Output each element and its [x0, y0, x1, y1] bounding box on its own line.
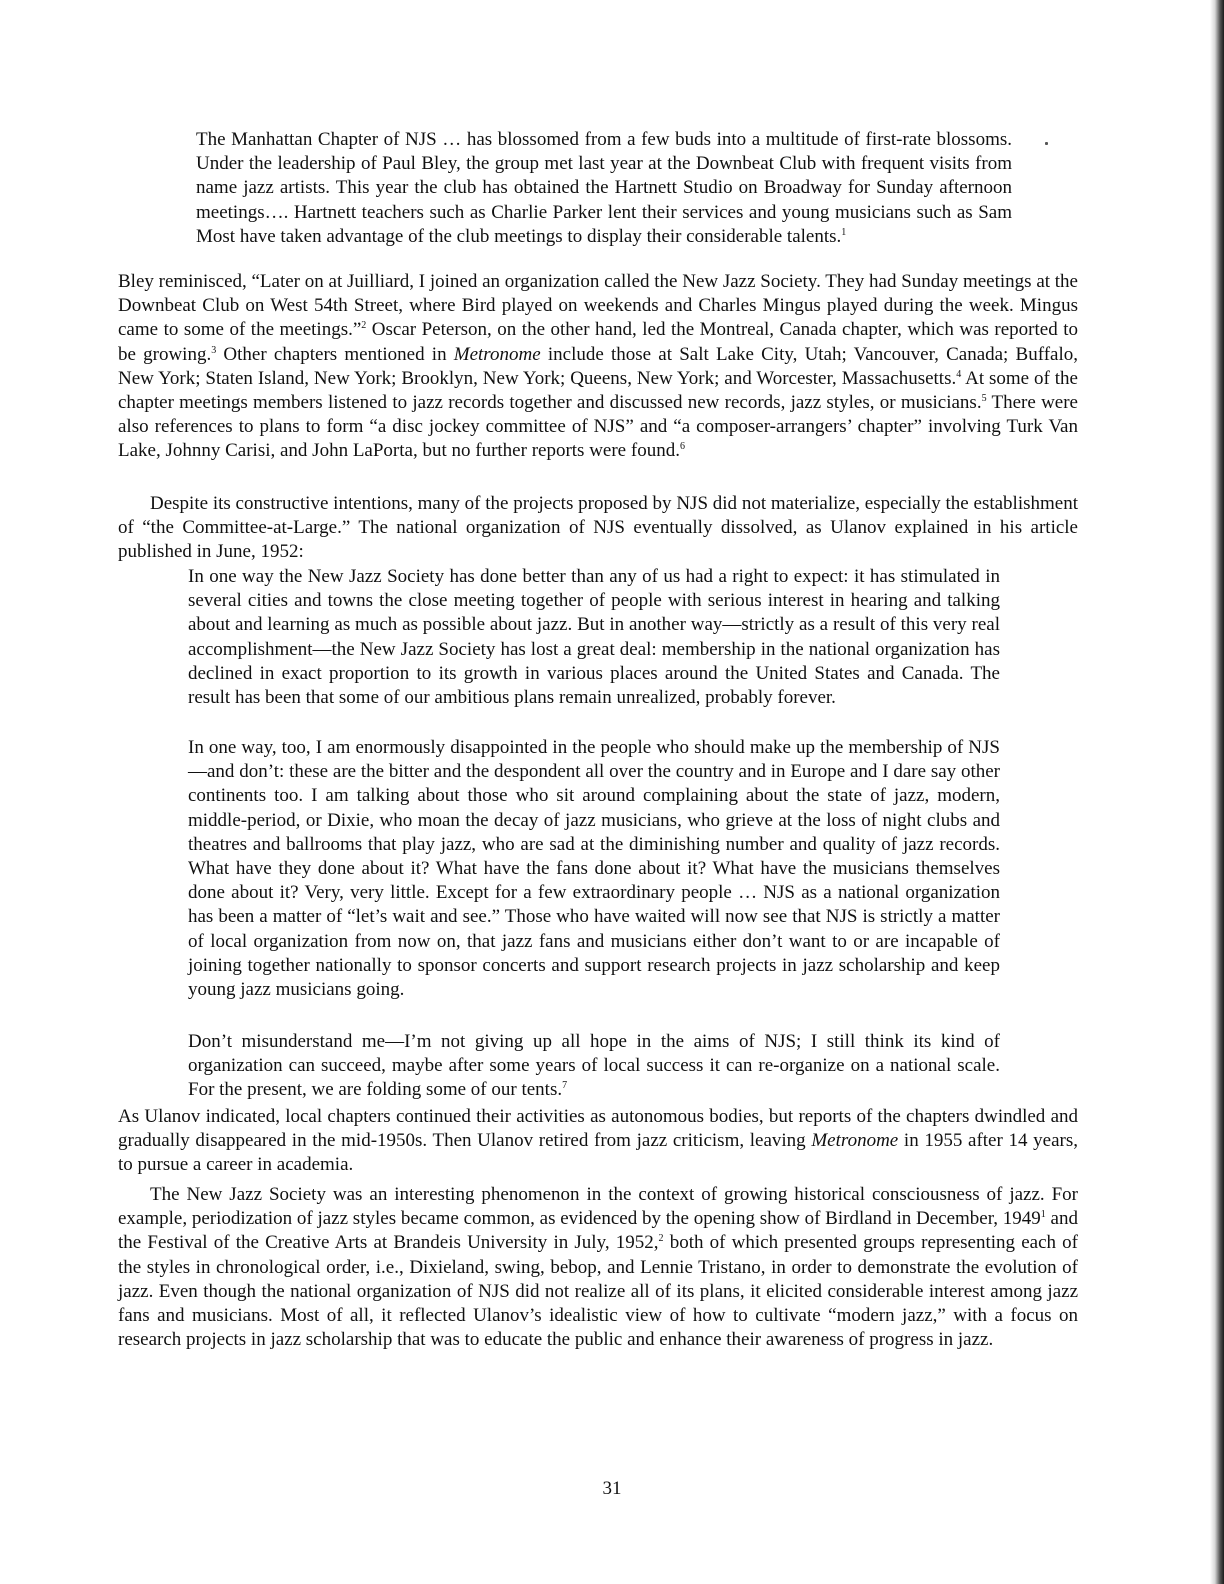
- footnote-ref: 2: [658, 1233, 664, 1245]
- paragraph-historical-consciousness: [118, 1183, 1078, 1352]
- quote2-text-p3: Don’t misunderstand me—I’m not giving up all hope in the aims of NJS; I still think its kind of organization can succeed, maybe after some years of local success it can re-organize on a national scale. For the present, we are folding some of our tents.: [188, 1031, 1000, 1101]
- block-quote-ulanov-part1: In one way the New Jazz Society has done better than any of us had a right to expect: it has stimulated in several cities and towns the close meeting together of people with serious interest in hearing and talking about and learning as much as possible about jazz. But in another way—strictly as a result of this very real accomplishment—the New Jazz Society has lost a great deal: membership in the national organization has declined in exact proportion to its growth in various places around the United States and Canada. The result has been that some of our ambitious plans remain unrealized, probably forever.: [188, 566, 1000, 709]
- scan-speck: [1045, 142, 1048, 145]
- magazine-title: Metronome: [811, 1130, 899, 1152]
- footnote-ref: 1: [841, 226, 847, 238]
- para3-text-a: As Ulanov indicated, local chapters continued their activities as autonomous bodies, but reports of the chapters dwindled and gradually disappeared in the mid-1950s. Then Ulanov retired from jazz criticism, leaving: [118, 1106, 1078, 1152]
- para1-text-a: Bley reminisced, “Later on at Juilliard, I joined an organization called the New Jazz Society. They had Sunday meetings at the Downbeat Club on West 54th Street, where Bird played on weekends and Charles Mingus played during the week. Mingus came to some of the meetings.”: [118, 271, 1078, 341]
- footnote-ref: 4: [956, 368, 962, 380]
- para3-text-b: in 1955 after 14 years, to pursue a career in academia.: [118, 1130, 1078, 1176]
- para4-text-c: both of which presented groups representing each of the styles in chronological order, i.e., Dixieland, swing, bebop, and Lennie Tristano, in order to demonstrate the evolution of jazz. Even though the national organization of NJS did not realize all of its plans, it elicited considerable interest among jazz fans and musicians. Most of all, it reflected Ulanov’s idealistic view of how to cultivate “modern jazz,” with a focus on research projects in jazz scholarship that was to educate the public and enhance their awareness of progress in jazz.: [118, 1232, 1079, 1351]
- footnote-ref: 6: [679, 441, 685, 453]
- paragraph-despite-intentions: Despite its constructive intentions, many of the projects proposed by NJS did not materialize, especially the establishment of “the Committee-at-Large.” The national organization of NJS eventually dissolved, as Ulanov explained in his article published in June, 1952:: [118, 493, 1078, 563]
- para1-text-d: include those at Salt Lake City, Utah; Vancouver, Canada; Buffalo, New York; Staten Island, New York; Brooklyn, New York; Queens, New York; and Worcester, Massachusetts.: [118, 343, 1078, 389]
- para4-text-b: and the Festival of the Creative Arts at Brandeis University in July, 1952,: [118, 1208, 1078, 1254]
- page-number: 31: [602, 1478, 622, 1499]
- paragraph-bley-reminisced: [118, 270, 1078, 464]
- para1-text-b: Oscar Peterson, on the other hand, led the Montreal, Canada chapter, which was reported to be growing.: [118, 319, 1078, 365]
- scan-edge-shadow: [1210, 0, 1224, 1584]
- quote1-text: The Manhattan Chapter of NJS … has blossomed from a few buds into a multitude of first-rate blossoms. Under the leadership of Paul Bley, the group met last year at the Downbeat Club with frequent visits from name jazz artists. This year the club has obtained the Hartnett Studio on Broadway for Sunday afternoon meetings…. Hartnett teachers such as Charlie Parker lent their services and young musicians such as Sam Most have taken advantage of the club meetings to display their considerable talents.: [196, 129, 1012, 247]
- block-quote-manhattan-chapter: [196, 128, 1012, 249]
- footnote-ref: 3: [211, 344, 217, 356]
- footnote-ref: 7: [562, 1080, 568, 1092]
- para1-text-c: Other chapters mentioned in: [216, 343, 454, 365]
- block-quote-ulanov-part3: [188, 1030, 1000, 1103]
- paragraph-ulanov-indicated: [118, 1105, 1078, 1178]
- footnote-ref: 5: [981, 393, 987, 405]
- magazine-title: Metronome: [453, 343, 541, 365]
- block-quote-ulanov-part2: In one way, too, I am enormously disappointed in the people who should make up the membership of NJS—and don’t: these are the bitter and the despondent all over the country and in Europe and I dare say other continents too. I am talking about those who sit around complaining about the state of jazz, modern, middle-period, or Dixie, who moan the decay of jazz musicians, who grieve at the loss of night clubs and theatres and ballrooms that play jazz, who are sad at the diminishing number and quality of jazz records. What have they done about it? What have the fans done about it? What have the musicians themselves done about it? Very, very little. Except for a few extraordinary people … NJS as a national organization has been a matter of “let’s wait and see.” Those who have waited will now see that NJS is strictly a matter of local organization from now on, that jazz fans and musicians either don’t want to or are incapable of joining together nationally to sponsor concerts and support research projects in jazz scholarship and keep young jazz musicians going.: [188, 737, 1000, 1001]
- footnote-ref: 2: [361, 320, 367, 332]
- para4-text-a: The New Jazz Society was an interesting phenomenon in the context of growing historical consciousness of jazz. For example, periodization of jazz styles became common, as evidenced by the opening show of Birdland in December, 1949: [118, 1184, 1078, 1230]
- para1-text-f: There were also references to plans to form “a disc jockey committee of NJS” and “a composer-arrangers’ chapter” involving Turk Van Lake, Johnny Carisi, and John LaPorta, but no further reports were found.: [118, 392, 1078, 462]
- para1-text-e: At some of the chapter meetings members listened to jazz records together and discussed new records, jazz styles, or musicians.: [118, 367, 1078, 414]
- footnote-ref: 1: [1040, 1209, 1046, 1221]
